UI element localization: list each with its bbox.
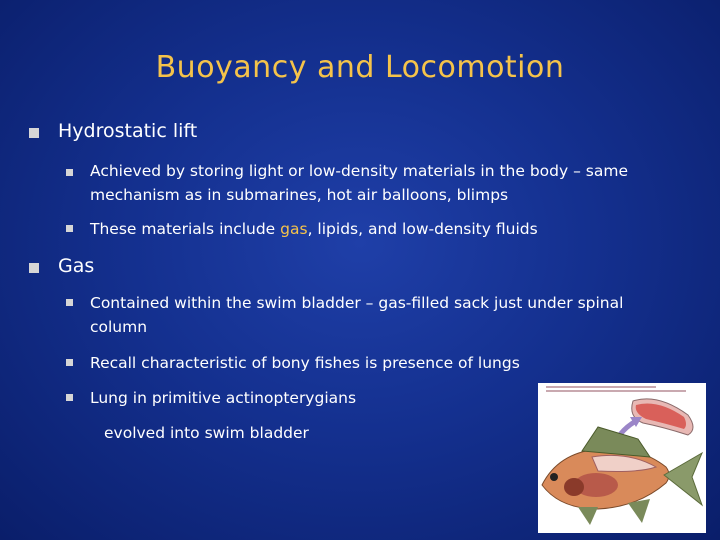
slide-title: Buoyancy and Locomotion [155, 50, 565, 85]
bullet-text: Lung in primitive actinopterygians [90, 389, 357, 407]
bullet-text: Achieved by storing light or low-density materials in the body – same mechanism as in submarines, hot air balloons, blimps [90, 162, 628, 204]
bullet-text: These materials include gas, lipids, and low-density fluids [90, 220, 538, 238]
section-heading-gas: Gas [58, 255, 95, 277]
bullet-square-icon [29, 263, 39, 273]
figure-caption-line [546, 390, 686, 392]
bullet-continuation: evolved into swim bladder [104, 424, 309, 442]
bullet-square-icon [66, 299, 73, 306]
section-heading-hydrostatic: Hydrostatic lift [58, 120, 198, 142]
bullet-square-icon [66, 394, 73, 401]
bullet-square-icon [66, 359, 73, 366]
fish-anatomy-icon [538, 383, 706, 533]
fish-anatomy-figure [538, 383, 706, 533]
pelvic-fin [578, 507, 598, 525]
fish-tail [664, 453, 702, 505]
bullet-square-icon [66, 169, 73, 176]
bullet-text: Contained within the swim bladder – gas-filled sack just under spinal column [90, 294, 624, 336]
bullet-square-icon [29, 128, 39, 138]
fish-eye [550, 473, 558, 481]
figure-caption-line [546, 386, 656, 388]
bullet-square-icon [66, 225, 73, 232]
anal-fin [628, 499, 650, 523]
bullet-text: Recall characteristic of bony fishes is presence of lungs [90, 354, 520, 372]
liver-organ [564, 478, 584, 496]
